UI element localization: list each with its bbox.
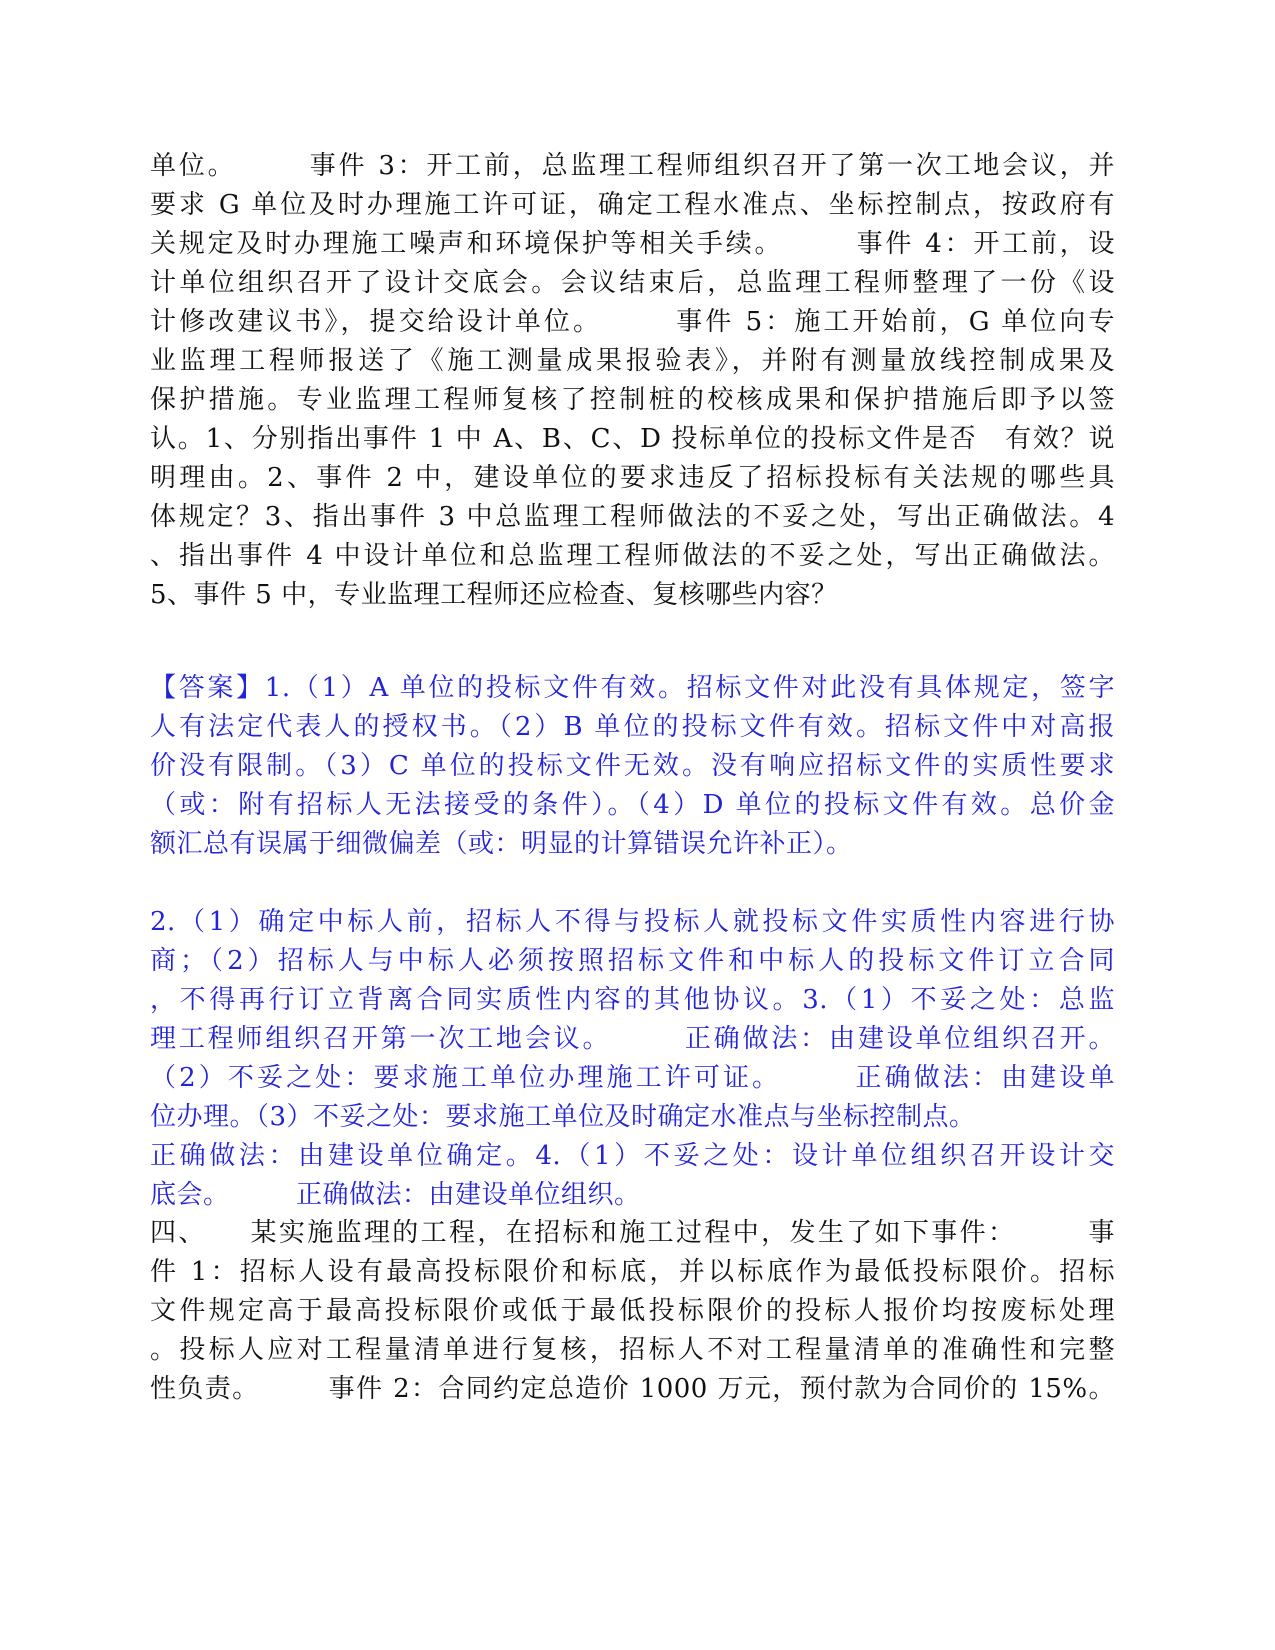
answer-line: 价没有限制。（3）C 单位的投标文件无效。没有响应招标文件的实质性要求 [150,751,1115,781]
question-line: 关规定及时办理施工噪声和环境保护等相关手续。 事件 4：开工前，设 [150,229,1115,259]
question-4-line: 性负责。 事件 2：合同约定总造价 1000 万元，预付款为合同价的 15%。 [150,1374,1115,1404]
answer-line: 额汇总有误属于细微偏差（或：明显的计算错误允许补正）。 [150,829,853,859]
answer-line: 底会。 正确做法：由建设单位组织。 [150,1180,641,1210]
answer-paragraph-1 [150,669,1115,864]
question-4-line: 。投标人应对工程量清单进行复核，招标人不对工程量清单的准确性和完整 [150,1335,1115,1365]
question-line: 业监理工程师报送了《施工测量成果报验表》，并附有测量放线控制成果及 [150,346,1115,376]
answer-paragraph-2 [150,903,1115,1215]
question-line: 明理由。2、事件 2 中，建设单位的要求违反了招标投标有关法规的哪些具 [150,463,1115,493]
question-4-block [150,1214,1115,1409]
answer-line: 位办理。（3）不妥之处：要求施工单位及时确定水准点与坐标控制点。 [150,1102,976,1132]
answer-line: 正确做法：由建设单位确定。4.（1）不妥之处：设计单位组织召开设计交 [150,1141,1115,1171]
question-line: 单位。 事件 3：开工前，总监理工程师组织召开了第一次工地会议，并 [150,151,1115,181]
answer-line: （2）不妥之处：要求施工单位办理施工许可证。 正确做法：由建设单 [150,1063,1115,1093]
answer-line: 【答案】1.（1）A 单位的投标文件有效。招标文件对此没有具体规定，签字 [150,673,1115,703]
question-line: 计单位组织召开了设计交底会。会议结束后，总监理工程师整理了一份《设 [150,268,1115,298]
answer-line: 2.（1）确定中标人前，招标人不得与投标人就投标文件实质性内容进行协 [150,907,1115,937]
question-line: 体规定？3、指出事件 3 中总监理工程师做法的不妥之处，写出正确做法。4 [150,502,1115,532]
question-line: 要求 G 单位及时办理施工许可证，确定工程水准点、坐标控制点，按政府有 [150,190,1115,220]
answer-line: 商；（2）招标人与中标人必须按照招标文件和中标人的投标文件订立合同 [150,946,1115,976]
question-line: 认。1、分别指出事件 1 中 A、B、C、D 投标单位的投标文件是否 有效？说 [150,424,1115,454]
question-line: 保护措施。专业监理工程师复核了控制桩的校核成果和保护措施后即予以签 [150,385,1115,415]
answer-line: 理工程师组织召开第一次工地会议。 正确做法：由建设单位组织召开。 [150,1024,1115,1054]
answer-line: ，不得再行订立背离合同实质性内容的其他协议。3.（1）不妥之处：总监 [150,985,1115,1015]
question-text-block [150,147,1115,615]
answer-line: （或：附有招标人无法接受的条件）。（4）D 单位的投标文件有效。总价金 [150,790,1115,820]
question-line: 5、事件 5 中，专业监理工程师还应检查、复核哪些内容？ [150,580,838,610]
question-line: 、指出事件 4 中设计单位和总监理工程师做法的不妥之处，写出正确做法。 [150,541,1115,571]
question-4-line: 文件规定高于最高投标限价或低于最低投标限价的投标人报价均按废标处理 [150,1296,1115,1326]
question-4-line: 四、 某实施监理的工程，在招标和施工过程中，发生了如下事件： 事 [150,1218,1115,1248]
question-line: 计修改建议书》，提交给设计单位。 事件 5：施工开始前，G 单位向专 [150,307,1115,337]
answer-line: 人有法定代表人的授权书。（2）B 单位的投标文件有效。招标文件中对高报 [150,712,1115,742]
question-4-line: 件 1：招标人设有最高投标限价和标底，并以标底作为最低投标限价。招标 [150,1257,1115,1287]
